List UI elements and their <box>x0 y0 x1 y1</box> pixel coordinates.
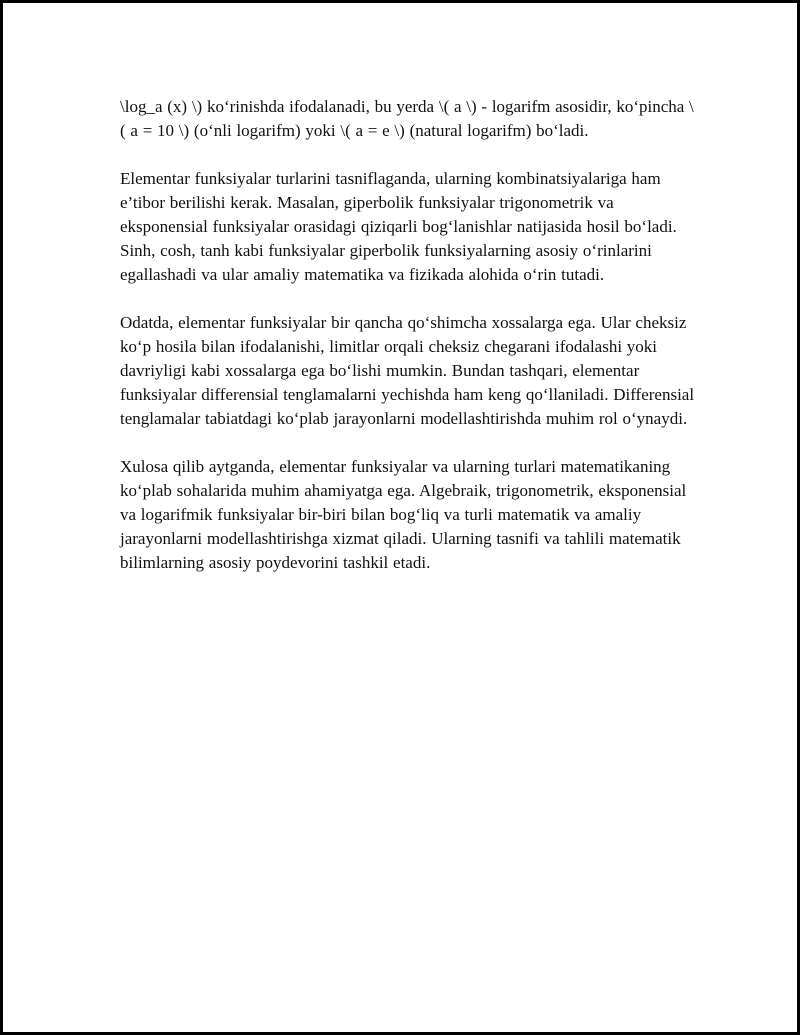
paragraph-logarithm-definition: \log_a (x) \) ko‘rinishda ifodalanadi, bu yerda \( a \) - logarifm asosidir, ko‘pincha \( a = 10 \) (o‘nli logarifm) yoki \( a = e \) (natural logarifm) bo‘ladi. <box>120 97 694 140</box>
document-body <box>120 95 695 599</box>
paragraph-conclusion: Xulosa qilib aytganda, elementar funksiyalar va ularning turlari matematikaning ko‘plab sohalarida muhim ahamiyatga ega. Algebraik, trigonometrik, eksponensial va logarifmik funksiyalar bir-biri bilan bog‘liq va turli matematik va amaliy jarayonlarni modellashtirishga xizmat qiladi. Ularning tasnifi va tahlili matematik bilimlarning asosiy poydevorini tashkil etadi. <box>120 457 687 572</box>
paragraph-function-properties: Odatda, elementar funksiyalar bir qancha qo‘shimcha xossalarga ega. Ular cheksiz ko‘p hosila bilan ifodalanishi, limitlar orqali cheksiz chegarani ifodalashi yoki davriyligi kabi xossalarga ega bo‘lishi mumkin. Bundan tashqari, elementar funksiyalar differensial tenglamalarni yechishda ham keng qo‘llaniladi. Differensial tenglamalar tabiatdagi ko‘plab jarayonlarni modellashtirishda muhim rol o‘ynaydi. <box>120 313 695 428</box>
paragraph-function-classification: Elementar funksiyalar turlarini tasniflaganda, ularning kombinatsiyalariga ham e’tibor berilishi kerak. Masalan, giperbolik funksiyalar trigonometrik va eksponensial funksiyalar orasidagi qiziqarli bog‘lanishlar natijasida hosil bo‘ladi. Sinh, cosh, tanh kabi funksiyalar giperbolik funksiyalarning asosiy o‘rinlarini egallashadi va ular amaliy matematika va fizikada alohida o‘rin tutadi. <box>120 169 677 284</box>
